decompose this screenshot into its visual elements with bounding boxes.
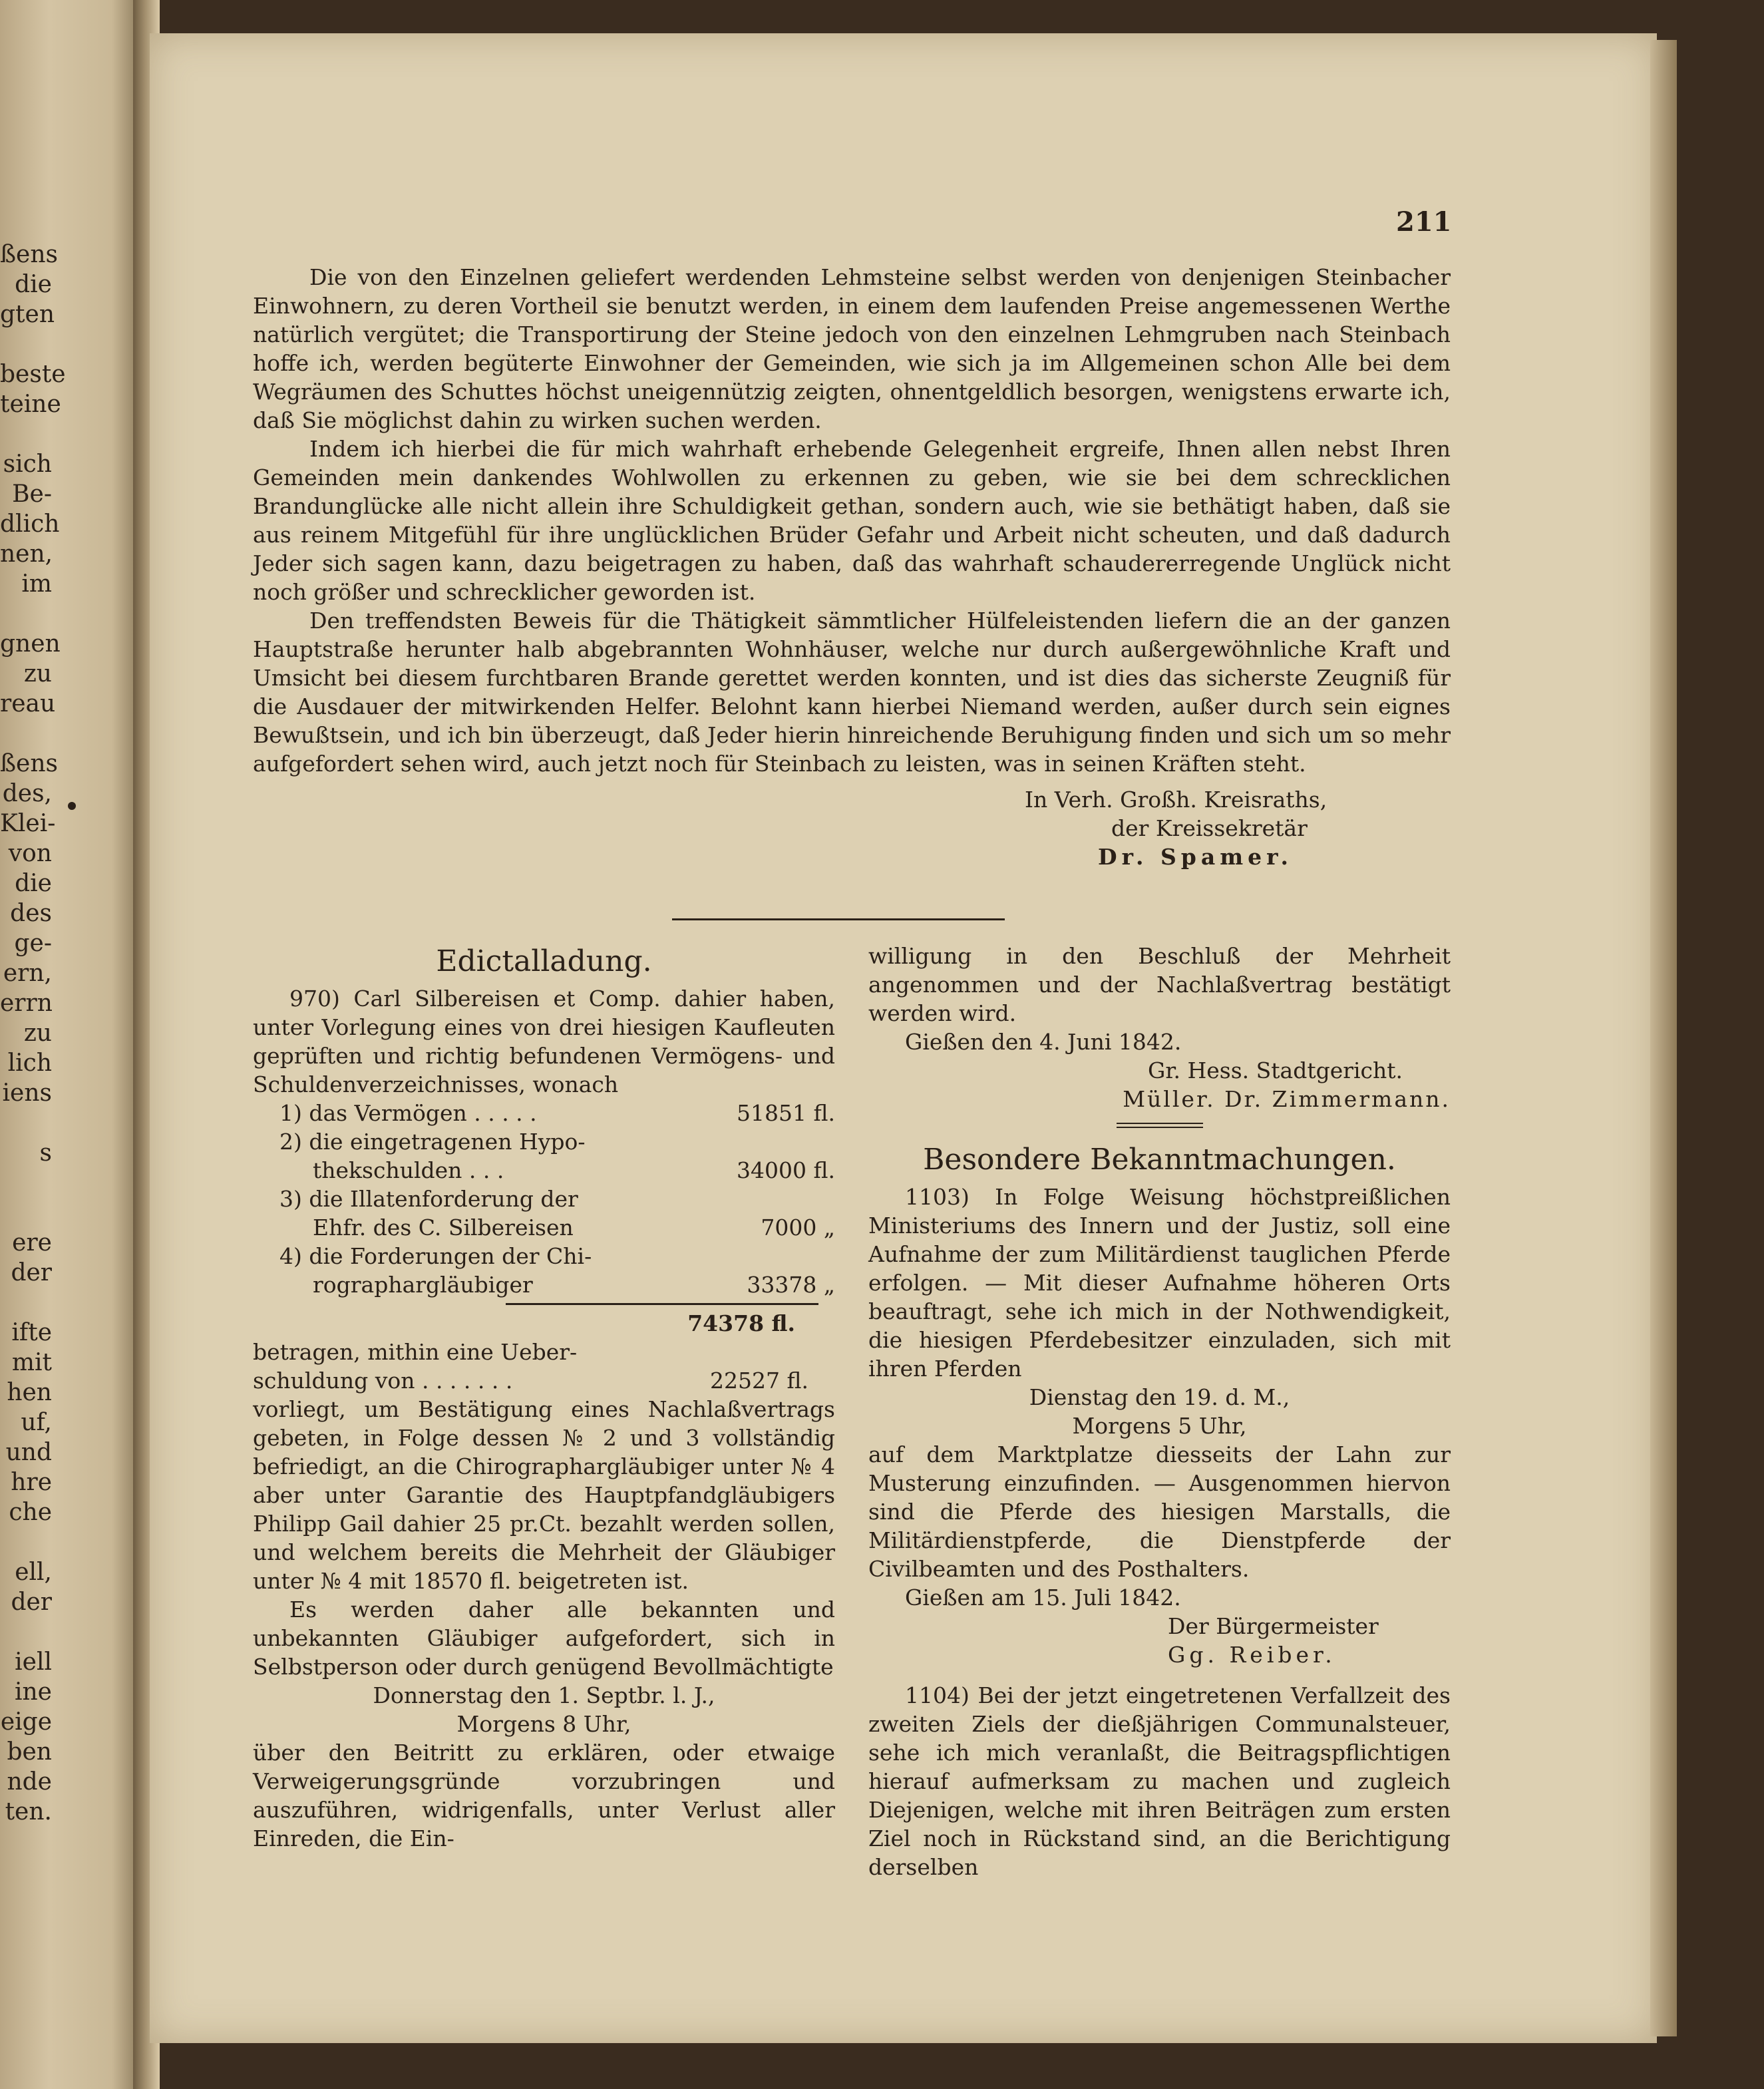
margin-fragment: uf, <box>21 1409 52 1436</box>
section-divider <box>1117 1123 1203 1128</box>
paragraph: Den treffendsten Beweis für die Thätigkeit sämmtlicher Hülfeleistenden liefern die an der ganzen Hauptstraße herunter halb abgebrannten Wohnhäuser, welche nur durch außergewöhnliche Kraft und Umsicht bei diesem furchtbaren Brande gerettet werden konnten, und ist dies das sicherste Zeugniß für die Ausdauer der mitwirkenden Helfer. Belohnt kann hierbei Niemand werden, außer durch sein eignes Bewußtsein, und ich bin überzeugt, daß Jeder hierin hinreichende Beruhigung finden und sich um so mehr aufgefordert sehen wird, auch jetzt noch für Steinbach zu leisten, was in seinen Kräften steht. <box>253 608 1451 777</box>
top-text-block <box>253 263 1451 778</box>
section-divider <box>672 918 1005 920</box>
margin-fragment: reau <box>0 690 56 717</box>
margin-fragment: die <box>15 271 52 298</box>
paragraph: willigung in den Beschluß der Mehrheit angenommen und der Nachlaßvertrag bestätigt werden wird. <box>868 943 1451 1026</box>
margin-fragment: von <box>8 840 52 867</box>
paragraph: 1103) In Folge Weisung höchstpreißlichen Ministeriums des Innern und der Justiz, soll eine Aufnahme der zum Militärdienst tauglichen Pferde erfolgen. — Mit dieser Aufnahme höheren Orts beauftragt, sehe ich mich in der Nothwendigkeit, die hiesigen Pferdebesitzer einzuladen, sich mit ihren Pferden <box>868 1184 1451 1382</box>
page-number: 211 <box>1396 206 1452 238</box>
left-page-fragment <box>0 0 140 2089</box>
margin-fragment <box>0 1617 52 1647</box>
margin-fragment <box>0 599 52 629</box>
margin-fragment <box>0 719 52 749</box>
margin-fragment: der <box>11 1589 52 1616</box>
paragraph: betragen, mithin eine Ueber- <box>253 1339 578 1365</box>
margin-fragment: des <box>10 900 52 927</box>
right-column <box>868 942 1451 1881</box>
margin-fragment: ßens <box>0 241 59 268</box>
margin-fragment: ten. <box>5 1798 52 1825</box>
paragraph: vorliegt, um Bestätigung eines Nachlaßvertrags gebeten, in Folge dessen № 2 und 3 vollständig befriedigt, an die Chirographargläubiger unter № 4 aber unter Garantie des Hauptpfandgläubigers Philipp Gail dahier 25 pr.Ct. bezahlt werden sollen, und welchem bereits die Mehrheit der Gläubiger unter № 4 mit 18570 fl. beigetreten ist. <box>253 1396 835 1594</box>
signature-line: Der Bürgermeister <box>1168 1613 1379 1639</box>
margin-fragment: beste <box>0 361 66 388</box>
margin-fragment: ere <box>12 1229 52 1256</box>
left-column <box>253 942 835 1853</box>
margin-fragment: ine <box>14 1678 52 1706</box>
paragraph: über den Beitritt zu erklären, oder etwaige Verweigerungsgründe vorzubringen und auszuführen, widrigenfalls, unter Verlust aller Einreden, die Ein- <box>253 1740 835 1851</box>
paragraph: 970) Carl Silbereisen et Comp. dahier haben, unter Vorlegung eines von drei hiesigen Kaufleuten geprüften und richtig befundenen Vermögens- und Schuldenverzeichnisses, wonach <box>253 986 835 1097</box>
date-line: Gießen den 4. Juni 1842. <box>905 1029 1182 1055</box>
signature-name: Gg. Reiber. <box>1168 1642 1336 1668</box>
list-item: 3) die Illatenforderung der <box>279 1186 578 1212</box>
margin-fragment: des, <box>2 780 52 807</box>
paragraph: Indem ich hierbei die für mich wahrhaft erhebende Gelegenheit ergreife, Ihnen allen nebst Ihren Gemeinden mein dankendes Wohlwollen zu erkennen zu geben, wie sie bei dem schrecklichen Brandunglücke alle nicht allein ihre Schuldigkeit gethan, sondern auch, wie sie bethätigt haben, daß sie aus reinem Mitgefühl für ihre unglücklichen Brüder Gefahr und Arbeit nicht scheuten, und daß dadurch Jeder sich sagen kann, dazu beigetragen zu haben, daß das wahrhaft schaudererregende Unglück nicht noch größer und schrecklicher geworden ist. <box>253 436 1451 605</box>
list-item: Ehfr. des C. Silbereisen 7000 „ <box>313 1215 835 1240</box>
bullet-mark <box>68 802 76 810</box>
margin-fragment <box>0 329 52 359</box>
margin-fragment: Be- <box>12 480 52 508</box>
margin-fragment: sich <box>3 451 52 478</box>
date-line: Dienstag den 19. d. M., <box>1029 1384 1290 1410</box>
judges-signature: Müller. Dr. Zimmermann. <box>1123 1086 1451 1112</box>
margin-fragment: Klei- <box>0 810 56 837</box>
signature-line: der Kreissekretär <box>1111 815 1308 841</box>
date-line: Morgens 8 Uhr, <box>456 1711 631 1737</box>
court-name: Gr. Hess. Stadtgericht. <box>1148 1057 1403 1083</box>
sum-line <box>506 1303 818 1305</box>
margin-fragment: hre <box>11 1469 52 1496</box>
list-item: 4) die Forderungen der Chi- <box>279 1243 592 1269</box>
margin-fragment <box>0 1198 52 1228</box>
margin-fragment: hen <box>7 1379 52 1406</box>
margin-fragment: nen, <box>0 540 53 568</box>
list-item: rographargläubiger 33378 „ <box>313 1272 835 1298</box>
page-edge <box>1650 40 1677 2036</box>
margin-fragment: ifte <box>11 1319 52 1346</box>
margin-fragment: errn <box>0 990 53 1017</box>
margin-fragment: ßens <box>0 750 59 777</box>
section-heading: Edictalladung. <box>436 944 652 978</box>
overdebt-amount: 22527 fl. <box>710 1368 808 1394</box>
margin-fragment: die <box>15 870 52 897</box>
margin-fragment <box>0 1168 52 1198</box>
margin-fragment: ge- <box>14 930 52 957</box>
list-item: 1) das Vermögen . . . . . 51851 fl. <box>279 1100 835 1126</box>
margin-fragment: zu <box>23 1020 52 1047</box>
paragraph: Die von den Einzelnen geliefert werdenden Lehmsteine selbst werden von denjenigen Steinbacher Einwohnern, zu deren Vortheil sie benutzt werden, in einem dem laufenden Preise angemessenen Werthe natürlich vergütet; die Transportirung der Steine jedoch von den einzelnen Lehmgruben nach Steinbach hoffe ich, werden begüterte Einwohner der Gemeinden, wie sich ja im Allgemeinen schon Alle bei dem Wegräumen des Schuttes höchst uneigennützig zeigten, ohnentgeldlich besorgen, wenigstens erwarte ich, daß Sie möglichst dahin zu wirken suchen werden. <box>253 264 1451 433</box>
margin-fragment: ern, <box>3 960 52 987</box>
date-line: Morgens 5 Uhr, <box>1072 1413 1247 1439</box>
margin-fragment <box>0 1108 52 1138</box>
margin-fragment: che <box>9 1499 52 1526</box>
paragraph: Es werden daher alle bekannten und unbekannten Gläubiger aufgefordert, sich in Selbstperson oder durch genügend Bevollmächtigte <box>253 1597 835 1680</box>
margin-fragment <box>0 1527 52 1557</box>
margin-fragment: eige <box>0 1708 52 1736</box>
date-line: Donnerstag den 1. Septbr. l. J., <box>373 1682 715 1708</box>
margin-fragment: und <box>5 1439 52 1466</box>
margin-fragment: iell <box>15 1648 52 1676</box>
margin-fragment: dlich <box>0 510 60 538</box>
total-amount: 74378 fl. <box>687 1310 795 1336</box>
margin-fragment: zu <box>23 660 52 687</box>
margin-fragment: ben <box>7 1738 52 1766</box>
paragraph: auf dem Marktplatze diesseits der Lahn zur Musterung einzufinden. — Ausgenommen hiervon sind die Pferde des hiesigen Marstalls, die Militärdienstpferde, die Dienstpferde der Civilbeamten und des Posthalters. <box>868 1441 1451 1582</box>
date-line: Gießen am 15. Juli 1842. <box>905 1585 1181 1611</box>
top-signature <box>1025 785 1357 871</box>
margin-fragment <box>0 1288 52 1318</box>
asset-list <box>253 1099 835 1299</box>
margin-fragment: nde <box>7 1768 52 1796</box>
margin-fragment: s <box>39 1139 52 1167</box>
margin-fragment: teine <box>0 391 61 418</box>
paragraph: 1104) Bei der jetzt eingetretenen Verfallzeit des zweiten Ziels der dießjährigen Communalsteuer, sehe ich mich veranlaßt, die Beitragspflichtigen hierauf aufmerksam zu machen und zugleich Diejenigen, welche mit ihren Beiträgen zum ersten Ziel noch in Rückstand sind, an die Berichtigung derselben <box>868 1682 1451 1880</box>
margin-fragment: ell, <box>15 1559 52 1586</box>
margin-fragment: iens <box>2 1079 52 1107</box>
list-item: thekschulden . . . 34000 fl. <box>313 1157 835 1183</box>
overdebt-row <box>253 1366 835 1395</box>
margin-fragment: gten <box>0 301 55 328</box>
section-heading: Besondere Bekanntmachungen. <box>923 1143 1396 1177</box>
overdebt-label: schuldung von . . . . . . . <box>253 1368 513 1394</box>
margin-fragment: gnen <box>0 630 61 658</box>
list-item: 2) die eingetragenen Hypo- <box>279 1129 586 1155</box>
margin-fragments <box>0 240 66 1827</box>
margin-fragment: mit <box>11 1349 52 1376</box>
signature-name: Dr. Spamer. <box>1098 844 1293 870</box>
signature-line: In Verh. Großh. Kreisraths, <box>1025 787 1327 813</box>
margin-fragment: im <box>21 570 52 598</box>
margin-fragment: lich <box>7 1049 52 1077</box>
margin-fragment: der <box>11 1259 52 1286</box>
margin-fragment <box>0 419 52 449</box>
